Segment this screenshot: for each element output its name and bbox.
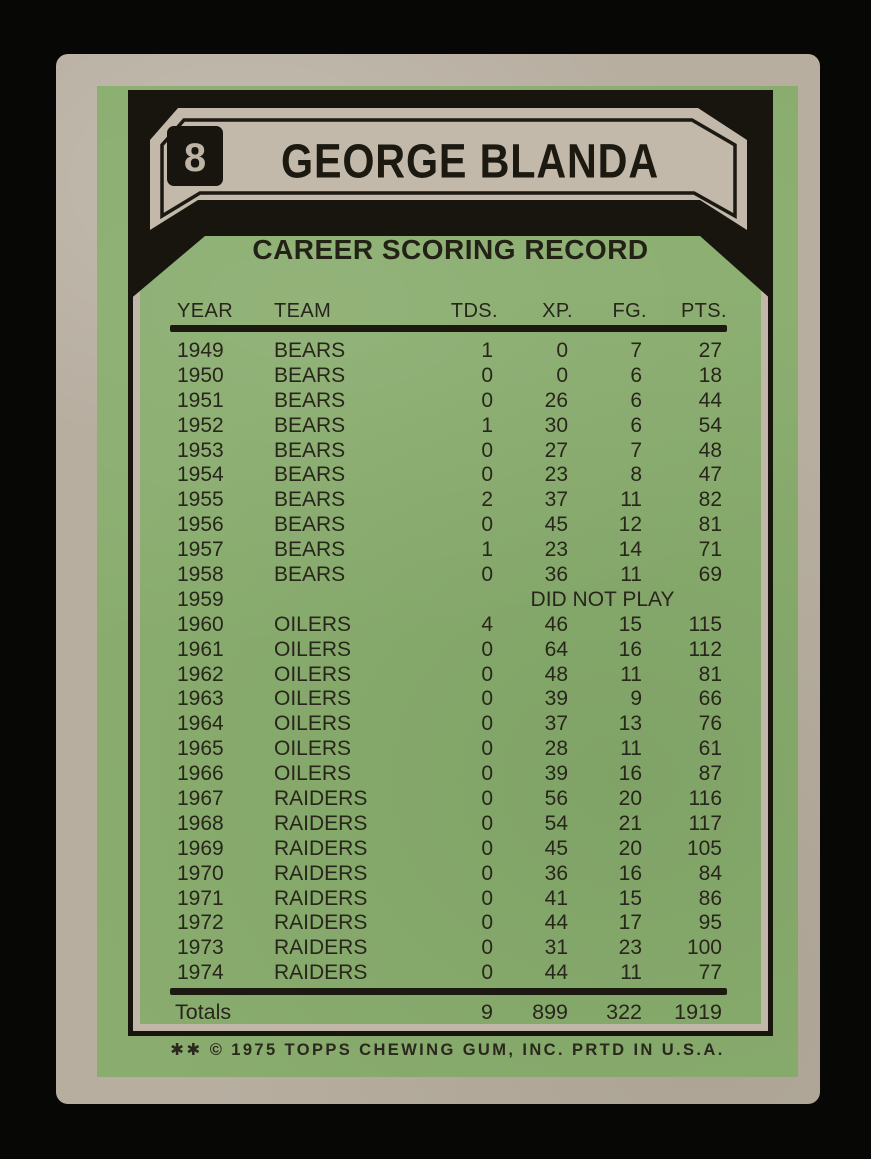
cell-tds: 0 (481, 861, 493, 885)
cell-fg: 16 (618, 861, 642, 885)
cell-team: OILERS (274, 637, 352, 661)
cell-year: 1970 (177, 861, 224, 885)
cell-fg: 15 (618, 886, 642, 910)
cell-fg: 16 (618, 762, 642, 786)
cell-team: BEARS (274, 339, 346, 362)
cell-tds: 0 (481, 737, 493, 761)
cell-tds: 0 (481, 787, 493, 811)
cell-pts: 54 (698, 413, 722, 437)
cell-fg: 12 (618, 513, 642, 537)
stats-table (170, 298, 727, 1025)
cell-tds: 0 (481, 961, 493, 985)
totals-pts: 1919 (674, 1000, 722, 1025)
cell-team: BEARS (274, 463, 346, 487)
player-name: GEORGE BLANDA (281, 135, 659, 189)
trading-card-back (56, 54, 820, 1104)
cell-tds: 0 (481, 712, 493, 736)
column-header-fg: FG. (612, 300, 647, 322)
cell-year: 1953 (177, 438, 224, 462)
cell-xp: 46 (544, 612, 568, 636)
cell-tds: 1 (481, 339, 493, 362)
cell-team: OILERS (274, 762, 352, 786)
cell-pts: 47 (698, 463, 722, 487)
table-row (170, 812, 727, 837)
totals-xp: 899 (532, 1000, 568, 1025)
cell-fg: 11 (620, 737, 642, 761)
cell-team: RAIDERS (274, 787, 368, 811)
cell-xp: 26 (544, 388, 568, 412)
table-row (170, 663, 727, 688)
cell-fg: 21 (618, 811, 642, 835)
cell-pts: 18 (698, 363, 722, 387)
card-number: 8 (183, 136, 207, 180)
cell-tds: 0 (481, 762, 493, 786)
table-row (170, 887, 727, 912)
cell-fg: 20 (618, 787, 642, 811)
table-row (170, 488, 727, 513)
cell-tds: 0 (481, 463, 493, 487)
cell-team: RAIDERS (274, 836, 368, 860)
cell-tds: 0 (481, 388, 493, 412)
cell-year: 1973 (177, 936, 224, 960)
cell-team: OILERS (274, 662, 352, 686)
table-row (170, 862, 727, 887)
cell-team: BEARS (274, 438, 346, 462)
cell-pts: 115 (688, 612, 722, 636)
header-divider (170, 325, 727, 332)
cell-year: 1959 (177, 587, 224, 611)
cell-year: 1960 (177, 612, 224, 636)
cell-fg: 23 (618, 936, 642, 960)
cell-tds: 0 (481, 637, 493, 661)
cell-fg: 8 (630, 463, 642, 487)
cell-xp: 36 (544, 861, 568, 885)
cell-team: RAIDERS (274, 861, 368, 885)
column-header-pts: PTS. (680, 300, 727, 322)
cell-pts: 48 (698, 438, 722, 462)
totals-label: Totals (175, 1000, 232, 1025)
cell-year: 1964 (177, 712, 224, 736)
cell-xp: 39 (544, 762, 568, 786)
table-header-row (170, 298, 727, 325)
table-row (170, 936, 727, 961)
cell-pts: 81 (698, 513, 722, 537)
cell-xp: 39 (544, 687, 568, 711)
table-row (170, 389, 727, 414)
cell-pts: 81 (698, 662, 722, 686)
cell-team: OILERS (274, 612, 352, 636)
cell-fg: 15 (618, 612, 642, 636)
cell-pts: 95 (698, 911, 722, 935)
cell-year: 1966 (177, 762, 224, 786)
cell-pts: 86 (698, 886, 722, 910)
cell-xp: 44 (544, 911, 568, 935)
cell-team: RAIDERS (274, 911, 368, 935)
totals-fg: 322 (606, 1000, 642, 1025)
cell-fg: 6 (630, 413, 642, 437)
column-header-year: YEAR (177, 300, 234, 322)
cell-year: 1968 (177, 811, 224, 835)
cell-pts: 44 (698, 388, 722, 412)
cell-year: 1974 (177, 961, 224, 985)
header-band (128, 90, 773, 303)
cell-year: 1958 (177, 563, 224, 587)
cell-xp: 30 (544, 413, 568, 437)
table-row (170, 513, 727, 538)
cell-fg: 14 (618, 538, 642, 562)
cell-xp: 64 (544, 637, 568, 661)
table-row (170, 737, 727, 762)
cell-pts: 66 (698, 687, 722, 711)
cell-pts: 100 (686, 936, 722, 960)
cell-pts: 27 (698, 339, 722, 362)
cell-year: 1954 (177, 463, 224, 487)
cell-year: 1962 (177, 662, 224, 686)
cell-team: BEARS (274, 363, 346, 387)
cell-xp: 56 (544, 787, 568, 811)
section-title: CAREER SCORING RECORD (252, 234, 649, 265)
cell-year: 1972 (177, 911, 224, 935)
cell-fg: 7 (630, 339, 642, 362)
cell-team: OILERS (274, 712, 352, 736)
column-header-tds: TDS. (450, 300, 498, 322)
cell-tds: 0 (481, 513, 493, 537)
table-row (170, 787, 727, 812)
table-row (170, 712, 727, 737)
cell-pts: 105 (686, 836, 722, 860)
table-row (170, 911, 727, 936)
cell-xp: 27 (544, 438, 568, 462)
cell-year: 1965 (177, 737, 224, 761)
cell-xp: 54 (544, 811, 568, 835)
cell-tds: 0 (481, 563, 493, 587)
column-header-team: TEAM (274, 300, 332, 322)
cell-year: 1967 (177, 787, 224, 811)
cell-team: BEARS (274, 488, 346, 512)
cell-tds: 0 (481, 363, 493, 387)
cell-tds: 0 (481, 836, 493, 860)
table-row (170, 364, 727, 389)
table-row (170, 638, 727, 663)
cell-year: 1951 (177, 388, 224, 412)
cell-xp: 28 (544, 737, 568, 761)
cell-year: 1952 (177, 413, 224, 437)
table-row (170, 463, 727, 488)
cell-team: OILERS (274, 687, 352, 711)
cell-pts: 76 (698, 712, 722, 736)
cell-xp: 41 (544, 886, 568, 910)
table-row (170, 613, 727, 638)
cell-xp: 31 (544, 936, 568, 960)
cell-xp: 37 (544, 712, 568, 736)
cell-xp: 36 (544, 563, 568, 587)
table-body (170, 339, 727, 986)
cell-pts: 84 (698, 861, 722, 885)
cell-fg: 11 (620, 563, 642, 587)
cell-fg: 7 (630, 438, 642, 462)
cell-fg: 11 (620, 662, 642, 686)
cell-team: RAIDERS (274, 936, 368, 960)
cell-fg: 17 (618, 911, 642, 935)
cell-xp: 44 (544, 961, 568, 985)
totals-divider (170, 988, 727, 995)
cell-fg: 9 (630, 687, 642, 711)
cell-pts: 112 (688, 637, 722, 661)
cell-tds: 1 (481, 413, 493, 437)
copyright-line: ✱✱ © 1975 TOPPS CHEWING GUM, INC. PRTD IN U.S.A. (170, 1041, 725, 1059)
cell-pts: 69 (698, 563, 722, 587)
cell-team: RAIDERS (274, 961, 368, 985)
cell-pts: 87 (698, 762, 722, 786)
cell-year: 1955 (177, 488, 224, 512)
table-row (170, 588, 727, 613)
cell-xp: 48 (544, 662, 568, 686)
cell-team: OILERS (274, 737, 352, 761)
cell-pts: 61 (698, 737, 722, 761)
cell-team: BEARS (274, 513, 346, 537)
cell-fg: 6 (630, 363, 642, 387)
card-green-panel (97, 86, 798, 1077)
cell-tds: 0 (481, 936, 493, 960)
cell-tds: 0 (481, 911, 493, 935)
cell-fg: 11 (620, 488, 642, 512)
cell-team: BEARS (274, 563, 346, 587)
cell-year: 1969 (177, 836, 224, 860)
cell-year: 1961 (177, 637, 224, 661)
table-row (170, 961, 727, 986)
table-row (170, 687, 727, 712)
cell-tds: 1 (481, 538, 493, 562)
cell-year: 1957 (177, 538, 224, 562)
totals-row (170, 999, 727, 1025)
table-row (170, 837, 727, 862)
cell-team: BEARS (274, 388, 346, 412)
cell-fg: 13 (618, 712, 642, 736)
column-header-xp: XP. (542, 300, 573, 322)
cell-team: BEARS (274, 538, 346, 562)
cell-xp: 45 (544, 836, 568, 860)
table-row (170, 762, 727, 787)
cell-xp: 37 (544, 488, 568, 512)
cell-tds: 4 (481, 612, 493, 636)
cell-year: 1956 (177, 513, 224, 537)
cell-xp: 45 (544, 513, 568, 537)
cell-team: RAIDERS (274, 886, 368, 910)
cell-year: 1950 (177, 363, 224, 387)
cell-pts: 117 (688, 811, 722, 835)
cell-team (274, 588, 408, 613)
cell-xp: 0 (556, 363, 568, 387)
table-row (170, 563, 727, 588)
cell-tds: 0 (481, 687, 493, 711)
cell-fg: 20 (618, 836, 642, 860)
table-row (170, 339, 727, 364)
cell-did-not-play: DID NOT PLAY (530, 587, 675, 611)
cell-year: 1963 (177, 687, 224, 711)
cell-pts: 116 (688, 787, 722, 811)
cell-fg: 16 (618, 637, 642, 661)
cell-pts: 82 (698, 488, 722, 512)
cell-tds: 0 (481, 662, 493, 686)
cell-xp: 23 (544, 463, 568, 487)
table-row (170, 414, 727, 439)
cell-year: 1949 (177, 339, 224, 362)
cell-fg: 11 (620, 961, 642, 985)
cell-tds: 0 (481, 811, 493, 835)
cell-xp: 23 (544, 538, 568, 562)
table-row (170, 538, 727, 563)
cell-pts: 71 (698, 538, 722, 562)
cell-xp: 0 (556, 339, 568, 362)
table-row (170, 439, 727, 464)
cell-tds: 0 (481, 438, 493, 462)
cell-team: BEARS (274, 413, 346, 437)
cell-pts: 77 (698, 961, 722, 985)
cell-tds: 2 (481, 488, 493, 512)
cell-tds: 0 (481, 886, 493, 910)
cell-team: RAIDERS (274, 811, 368, 835)
cell-fg: 6 (630, 388, 642, 412)
totals-tds: 9 (481, 1000, 493, 1025)
cell-year: 1971 (177, 886, 224, 910)
